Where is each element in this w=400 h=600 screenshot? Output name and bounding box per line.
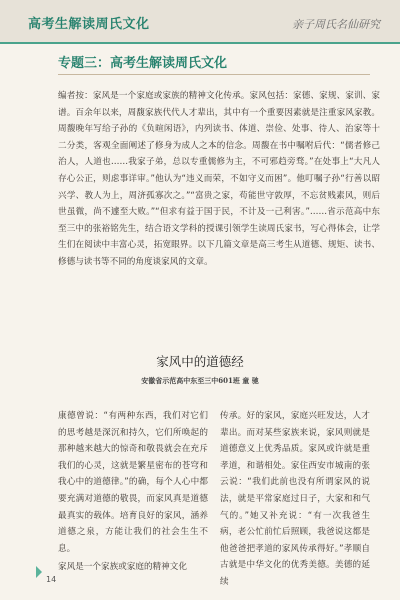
article-paragraph: 家风是一个家族或家庭的精神文化: [58, 562, 187, 573]
editor-note: 编者按：家风是一个家庭或家族的精神文化传承。家风包括：家德、家规、家训、家谱。百余年以来，周馥家族代代人才辈出，其中有一个重要因素就是注重家风家教。周馥晚年写给子孙的《负暄闲语》，内列读书、体道、崇俭、处事、待人、治家等十二分类，客观全面阐述了修身为成人之本的信念。周馥在书中嘱咐后代：“儒者修己治人，人道也……我家子弟，总以专重儒修为主，不可邪趋旁骛。”在处事上“大凡人存心公正，则虑事详审。”他认为“违义而荣，不如守义而困”。他叮嘱子孙“行善以昭兴学、教人为上，周济孤寡次之。”“富贵之家，苟能世守敦厚，不忘贫贱素风，则后世虽微，尚不遽至大败。”“但求有益于国于民，不计及一己利害。”……省示范高中东至三中的张裕铭先生，结合语文学科的授课引领学生读周氏家书，写心得体会，让学生们在阅读中丰富心灵，拓宽眼界。以下几篇文章是高三考生从道德、规矩、读书、修德与读书等不同的角度谈家风的文章。: [58, 91, 380, 267]
page-number: 14: [46, 575, 57, 584]
footer-triangle-mark: [36, 566, 42, 578]
article-column-right: [220, 408, 370, 591]
article-paragraph: 康德曾说：“有两种东西，我们对它们的思考越是深沉和持久，它们所唤起的那种越来越大的惊奇和敬畏就会在充斥我们的心灵，这就是繁星密布的苍穹和我心中的道德律。”的确，每个人心中都要充满对道德的敬畏，而家风真是道德最真实的载体。培育良好的家风，涵养道德之泉，方能让我们的社会生生不息。: [58, 411, 208, 554]
header-bar: [0, 0, 400, 44]
section-divider: [58, 74, 370, 75]
section-title: 专题三：高考生解读周氏文化: [58, 56, 228, 71]
header-calligraphy-logo: 亲子周氏名仙研究: [292, 18, 380, 31]
article-title: 家风中的道德经: [156, 354, 244, 369]
article-paragraph: 传承。好的家风，家庭兴旺发达，人才辈出。而对某些家族来说，家风则就是道德意义上优秀品质。家风或许就是重孝道，和谐相处。家住西安市城南的张云说：“我们此前也没有所谓家风的说法，就是平常家庭过日子，大家和和气气的。”她又补充说：“有一次我爸生病，老公忙前忙后照顾，我爸说这都是他爸爸把孝道的家风传承得好。”孝顺自古就是中华文化的优秀美德。美德的延续: [220, 411, 370, 587]
article-column-left: [58, 408, 208, 576]
article-author: 安徽省示范高中东至三中601班 童 驰: [141, 376, 259, 385]
header-title: 高考生解读周氏文化: [28, 17, 150, 32]
